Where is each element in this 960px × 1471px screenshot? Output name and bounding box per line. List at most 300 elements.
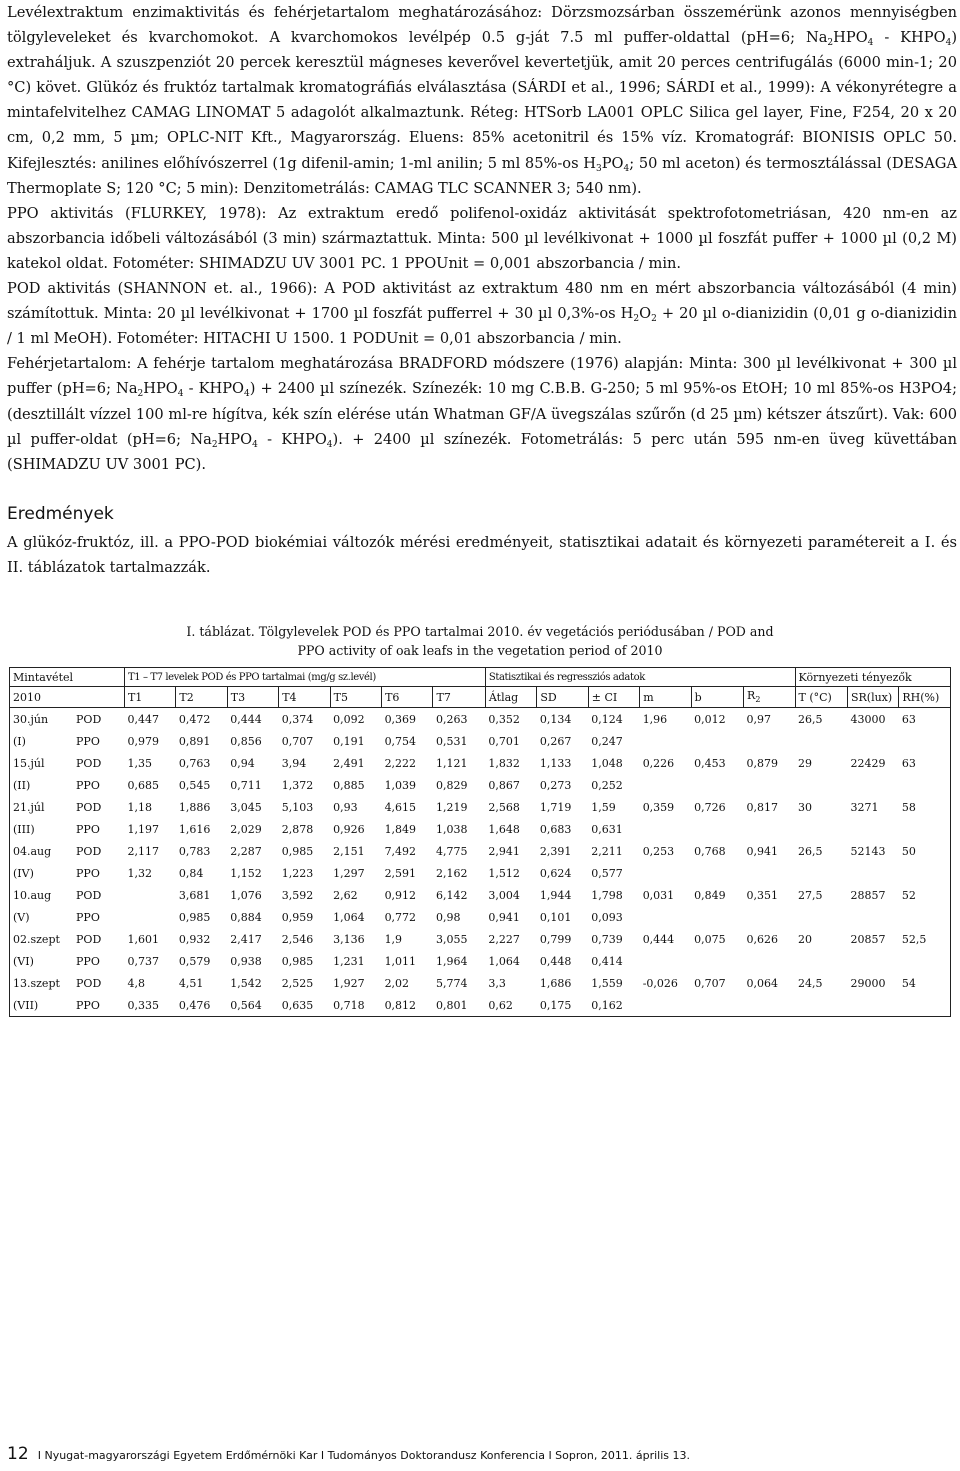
text-run: O (639, 305, 652, 323)
value-cell: 1,064 (488, 954, 520, 968)
value-cell: 2,222 (384, 756, 417, 770)
value-cell: 0,93 (333, 800, 358, 814)
value-cell (640, 994, 691, 1017)
table-row (10, 994, 951, 1017)
value-cell: 7,492 (384, 844, 417, 858)
value-cell: 1,719 (539, 800, 572, 814)
value-cell (744, 906, 795, 928)
value-cell: 2,941 (488, 844, 520, 858)
value-cell: 0,985 (178, 910, 211, 924)
subscript: 4 (326, 439, 333, 450)
value-cell: 2,029 (230, 822, 262, 836)
subscript: 2 (137, 389, 144, 400)
table-group-header-row (10, 668, 951, 687)
sample-date-cell: (III) (10, 818, 74, 840)
value-cell: 4,775 (435, 844, 468, 858)
value-cell: 0,812 (382, 994, 433, 1017)
value-cell: 1,152 (230, 866, 262, 880)
value-cell (899, 862, 951, 884)
value-cell: 1,686 (539, 976, 572, 990)
value-cell: 1,064 (333, 910, 365, 924)
value-cell: 1,35 (127, 756, 152, 770)
caption-line: PPO activity of oak leafs in the vegetation period of 2010 (297, 643, 663, 658)
value-cell (744, 994, 795, 1017)
results-paragraph: A glükóz-fruktóz, ill. a PPO-POD biokémiai változók mérési eredményeit, statisztikai adatait és környezeti paramétereit a I. és II. táblázatok tartalmazzák. (7, 534, 957, 576)
value-cell: 0,62 (485, 994, 536, 1017)
value-cell: 26,5 (795, 708, 847, 731)
value-cell: 0,335 (124, 994, 175, 1017)
value-cell: 0,476 (176, 994, 227, 1017)
value-cell: 0,926 (333, 822, 365, 836)
value-cell: 0,685 (127, 778, 159, 792)
value-cell: 1,038 (435, 822, 468, 836)
methods-paragraph (7, 276, 957, 351)
sample-date-cell: (II) (10, 774, 74, 796)
value-cell: 0,579 (178, 954, 211, 968)
value-cell: 1,601 (127, 932, 159, 946)
value-cell: 0,879 (746, 756, 779, 770)
value-cell: 0,959 (281, 910, 314, 924)
value-cell: 0,444 (227, 708, 278, 731)
value-cell: 1,964 (435, 954, 468, 968)
value-cell: 43000 (847, 708, 898, 731)
value-cell: 1,039 (384, 778, 417, 792)
value-cell: 0,801 (433, 994, 485, 1017)
value-cell (847, 906, 898, 928)
value-cell: 0,253 (642, 844, 675, 858)
subscript: 4 (252, 439, 258, 450)
subscript: 4 (867, 38, 874, 49)
value-cell: 2,117 (127, 844, 159, 858)
page-footer (7, 1444, 690, 1464)
value-cell: 2,227 (488, 932, 520, 946)
value-cell (899, 818, 951, 840)
table-row (10, 950, 951, 972)
value-cell: 0,577 (591, 866, 623, 880)
text-run: - KHPO (257, 430, 327, 448)
value-cell (795, 906, 847, 928)
table-row (10, 818, 951, 840)
value-cell: 2,491 (333, 756, 365, 770)
value-cell: -0,026 (642, 976, 678, 990)
value-cell: 0,626 (746, 932, 779, 946)
value-cell: 3,055 (435, 932, 468, 946)
sample-date-cell: 21.júl (10, 796, 74, 818)
table-row (10, 730, 951, 752)
table-row (10, 774, 951, 796)
value-cell: 3,592 (281, 888, 314, 902)
value-cell: 1,648 (488, 822, 520, 836)
header-cell: RH(%) (899, 687, 951, 708)
sample-date-cell: (VII) (10, 994, 74, 1017)
value-cell (744, 774, 795, 796)
value-cell: 0,754 (384, 734, 417, 748)
header-cell: T4 (279, 687, 330, 708)
value-cell: 0,101 (539, 910, 572, 924)
value-cell: 0,093 (591, 910, 623, 924)
row-label-cell: PPO (76, 822, 100, 836)
value-cell (124, 884, 175, 906)
value-cell: 1,96 (640, 708, 691, 731)
text-run: PPO aktivitás (FLURKEY, 1978): Az extraktum eredő polifenol-oxidáz aktivitását spektrofotometriásan, 420 nm-en az abszorbancia időbeli változásából (3 min) származtattuk. Minta: 500 µl levélkivonat + 1000 µl foszfát puffer + 1000 µl (0,2 M) katekol oldat. Fotométer: SHIMADZU UV 3001 PC. 1 PPOUnit = 0,001 abszorbancia / min. (7, 204, 957, 272)
row-label-cell: POD (76, 844, 102, 858)
value-cell: 2,417 (230, 932, 262, 946)
value-cell: 3,681 (178, 888, 211, 902)
value-cell: 0,031 (642, 888, 675, 902)
value-cell: 4,8 (127, 976, 145, 990)
value-cell: 0,263 (433, 708, 485, 731)
value-cell: 1,886 (178, 800, 211, 814)
value-cell: 0,075 (694, 932, 726, 946)
header-cell: SD (537, 687, 588, 708)
value-cell: 0,891 (178, 734, 211, 748)
value-cell: 28857 (850, 888, 886, 902)
value-cell: 1,559 (591, 976, 623, 990)
header-cell: ± CI (588, 687, 639, 708)
value-cell (640, 774, 691, 796)
value-cell (744, 862, 795, 884)
value-cell: 2,162 (435, 866, 468, 880)
value-cell (795, 818, 847, 840)
value-cell: 0,849 (694, 888, 726, 902)
text-run: ) + 2400 µl színezék. Színezék: 10 mg C.B.B. G-250; 5 ml 95%-os EtOH; 10 ml 85%-os H3PO4; (desztillált vízzel 100 ml-re hígítva, kék szín elérése után Whatman GF/A üvegszálas szűrőn (d 25 µm) kétszer átszűrt). Vak: 600 µl puffer-oldat (pH=6; Na (7, 380, 957, 448)
text-run: HPO (217, 430, 253, 448)
value-cell: 1,944 (539, 888, 572, 902)
value-cell (691, 818, 743, 840)
value-cell: 0,134 (537, 708, 588, 731)
subscript: 4 (244, 389, 250, 400)
value-cell: 0,941 (488, 910, 520, 924)
row-label-cell: PPO (76, 734, 100, 748)
value-cell: 2,546 (281, 932, 314, 946)
value-cell: 0,884 (230, 910, 262, 924)
value-cell: 2,287 (230, 844, 262, 858)
value-cell: 1,297 (333, 866, 365, 880)
value-cell: 0,252 (591, 778, 623, 792)
value-cell: 3271 (850, 800, 879, 814)
value-cell (640, 730, 691, 752)
value-cell: 1,32 (127, 866, 152, 880)
value-cell: 0,191 (333, 734, 365, 748)
value-cell (744, 818, 795, 840)
table-row (10, 862, 951, 884)
value-cell: 5,774 (435, 976, 468, 990)
value-cell: 0,718 (330, 994, 381, 1017)
pod-ppo-table (9, 667, 951, 1017)
value-cell: 0,97 (744, 708, 795, 731)
value-cell: 0,635 (279, 994, 330, 1017)
text-run: ; 50 ml aceton) és termosztálással (DESAGA Thermoplate S; 120 °C; 5 min): Denzitometrálás: CAMAG TLC SCANNER 3; 540 nm). (7, 154, 957, 197)
value-cell: 1,9 (384, 932, 403, 946)
value-cell: 1,59 (591, 800, 616, 814)
value-cell: 0,064 (746, 976, 779, 990)
row-label-cell: PPO (76, 778, 100, 792)
sample-date-cell: 10.aug (10, 884, 74, 906)
value-cell: 0,783 (178, 844, 211, 858)
value-cell: 29000 (850, 976, 886, 990)
subscript: 2 (633, 314, 640, 325)
value-cell: 0,012 (691, 708, 743, 731)
value-cell: 0,772 (384, 910, 417, 924)
table-row (10, 840, 951, 862)
value-cell: 0,829 (435, 778, 468, 792)
value-cell (691, 906, 743, 928)
sample-date-cell: 15.júl (10, 752, 74, 774)
table-row (10, 884, 951, 906)
value-cell: 0,352 (485, 708, 536, 731)
value-cell (795, 774, 847, 796)
methods-paragraph (7, 201, 957, 276)
value-cell: 22429 (850, 756, 886, 770)
value-cell (744, 730, 795, 752)
value-cell: 0,985 (281, 954, 314, 968)
value-cell: 1,927 (333, 976, 365, 990)
value-cell: 1,849 (384, 822, 417, 836)
value-cell: 0,707 (281, 734, 314, 748)
text-run: Levélextraktum enzimaktivitás és fehérjetartalom meghatározásához: Dörzsmozsárban összemérünk azonos mennyiségben tölgyleveleket és kvarchomokot. A kvarchomokos levélpép 0.5 g-ját 7.5 ml puffer-oldattal (pH=6; Na (7, 4, 957, 47)
value-cell (847, 730, 898, 752)
value-cell: 0,941 (746, 844, 779, 858)
value-cell: 0,564 (227, 994, 278, 1017)
text-run: - KHPO (873, 29, 946, 47)
value-cell: 3,3 (488, 976, 506, 990)
value-cell: 20857 (850, 932, 886, 946)
text-run: - KHPO (183, 380, 245, 398)
subscript: 2 (827, 38, 834, 49)
value-cell: 0,624 (539, 866, 572, 880)
value-cell: 4,615 (384, 800, 417, 814)
sample-date-cell: 04.aug (10, 840, 74, 862)
header-cell: T3 (227, 687, 278, 708)
value-cell: 3,94 (281, 756, 307, 770)
header-cell: m (640, 687, 691, 708)
value-cell: 52,5 (899, 928, 951, 950)
value-cell: 0,359 (642, 800, 675, 814)
methods-paragraph (7, 351, 957, 476)
value-cell: 0,979 (127, 734, 159, 748)
text-run: PO (601, 154, 624, 172)
value-cell: 0,707 (694, 976, 726, 990)
value-cell: 0,985 (281, 844, 314, 858)
value-cell: 54 (899, 972, 951, 994)
value-cell: 1,219 (435, 800, 468, 814)
row-label-cell: POD (76, 756, 102, 770)
value-cell: 2,211 (591, 844, 623, 858)
value-cell: 0,768 (694, 844, 726, 858)
value-cell: 0,351 (746, 888, 779, 902)
header-cell: T5 (330, 687, 381, 708)
value-cell: 4,51 (178, 976, 204, 990)
header-cell: Környezeti tényezők (795, 668, 950, 687)
value-cell: 0,763 (178, 756, 211, 770)
methods-paragraph (7, 0, 957, 201)
value-cell (847, 950, 898, 972)
value-cell (691, 730, 743, 752)
value-cell: 1,197 (127, 822, 159, 836)
value-cell (795, 862, 847, 884)
value-cell (795, 994, 847, 1017)
header-cell: Mintavétel (10, 668, 125, 687)
value-cell (691, 950, 743, 972)
row-label-cell: PPO (76, 954, 100, 968)
value-cell (795, 950, 847, 972)
value-cell (691, 994, 743, 1017)
value-cell: 1,542 (230, 976, 262, 990)
value-cell: 2,568 (488, 800, 520, 814)
value-cell: 0,94 (230, 756, 255, 770)
row-label-cell: PPO (76, 910, 100, 924)
value-cell: 0,124 (588, 708, 639, 731)
subscript: 2 (651, 314, 657, 325)
value-cell (899, 994, 951, 1017)
value-cell (899, 730, 951, 752)
value-cell: 63 (899, 708, 951, 731)
table-row (10, 928, 951, 950)
value-cell: 0,84 (178, 866, 204, 880)
header-cell: T7 (433, 687, 485, 708)
value-cell: 2,525 (281, 976, 314, 990)
value-cell: 2,151 (333, 844, 365, 858)
value-cell: 0,267 (539, 734, 572, 748)
value-cell: 20 (798, 932, 813, 946)
value-cell (847, 994, 898, 1017)
value-cell: 1,18 (127, 800, 152, 814)
value-cell: 0,631 (591, 822, 623, 836)
value-cell: 58 (899, 796, 951, 818)
subscript: 4 (177, 389, 184, 400)
header-cell: 2010 (10, 687, 125, 708)
row-label-cell: POD (76, 976, 102, 990)
value-cell: 1,076 (230, 888, 262, 902)
header-cell (744, 687, 795, 708)
sample-date-cell: (V) (10, 906, 74, 928)
sample-date-cell: 30.jún (10, 708, 74, 731)
sample-date-cell: (I) (10, 730, 74, 752)
value-cell (124, 906, 175, 928)
r-label: R (747, 689, 756, 703)
value-cell (691, 862, 743, 884)
value-cell: 0,885 (333, 778, 365, 792)
sample-date-cell: (IV) (10, 862, 74, 884)
table-column-header-row (10, 687, 951, 708)
r-subscript: 2 (755, 695, 761, 705)
value-cell: 1,616 (178, 822, 211, 836)
text-run: ) extraháljuk. A szuszpenziót 20 percek keresztül mágneses keverővel kevertetjük, amit 20 perces centrifugálás (6000 min-1; 20 °C) követ. Glükóz és fruktóz tartalmak kromatográfiás elválasztása (SÁRDI et al., 1996; SÁRDI et al., 1999): A vékonyrétegre a mintafelvitelhez CAMAG LINOMAT 5 adagolót alkalmaztunk. Réteg: HTSorb LA001 OPLC Silica gel layer, Fine, F254, 20 x 20 cm, 0,2 mm, 5 µm; OPLC-NIT Kft., Magyarország. Eluens: 85% acetonitril és 15% víz. Kromatográf: BIONISIS OPLC 50. Kifejlesztés: anilines előhívószerrel (1g difenil-amin; 1-ml anilin; 5 ml 85%-os H (7, 29, 958, 172)
sample-date-cell: (VI) (10, 950, 74, 972)
value-cell: 27,5 (798, 888, 823, 902)
value-cell: 0,726 (694, 800, 726, 814)
value-cell: 1,121 (435, 756, 468, 770)
value-cell: 0,799 (539, 932, 572, 946)
value-cell (744, 950, 795, 972)
sample-date-cell: 02.szept (10, 928, 74, 950)
value-cell: 0,444 (642, 932, 675, 946)
value-cell: 3,004 (488, 888, 520, 902)
value-cell: 30 (798, 800, 813, 814)
value-cell: 0,701 (488, 734, 520, 748)
subscript: 4 (945, 38, 952, 49)
value-cell: 0,531 (435, 734, 468, 748)
table-row (10, 708, 951, 731)
row-label-cell: POD (76, 932, 102, 946)
methods-text (7, 0, 957, 477)
text-run: HPO (833, 29, 868, 47)
value-cell: 50 (899, 840, 951, 862)
value-cell: 0,711 (230, 778, 262, 792)
value-cell (899, 950, 951, 972)
value-cell: 1,798 (591, 888, 623, 902)
value-cell (899, 906, 951, 928)
value-cell: 2,62 (333, 888, 358, 902)
value-cell: 2,878 (281, 822, 314, 836)
header-cell: Átlag (485, 687, 536, 708)
table-row (10, 906, 951, 928)
value-cell: 0,448 (539, 954, 572, 968)
value-cell (847, 774, 898, 796)
value-cell: 2,591 (384, 866, 417, 880)
subscript: 2 (211, 439, 218, 450)
text-run: HPO (143, 380, 178, 398)
value-cell: 63 (899, 752, 951, 774)
text-run: ). + 2400 µl színezék. Fotometrálás: 5 perc után 595 nm-en üveg küvettában (SHIMADZU UV 3001 PC). (7, 430, 957, 473)
value-cell (640, 906, 691, 928)
value-cell: 1,048 (591, 756, 623, 770)
header-cell: T1 – T7 levelek POD és PPO tartalmai (mg/g sz.levél) (124, 668, 485, 687)
value-cell: 0,912 (384, 888, 417, 902)
text-run: Fehérjetartalom: A fehérje tartalom meghatározása BRADFORD módszere (1976) alapján: Minta: 300 µl levélkivonat + 300 µl puffer (pH=6; Na (7, 355, 957, 398)
value-cell (640, 862, 691, 884)
value-cell: 6,142 (435, 888, 468, 902)
value-cell: 0,092 (330, 708, 381, 731)
value-cell: 24,5 (798, 976, 823, 990)
value-cell: 1,011 (384, 954, 417, 968)
header-cell: T1 (124, 687, 175, 708)
value-cell: 0,162 (588, 994, 639, 1017)
row-label-cell: POD (76, 800, 102, 814)
value-cell: 0,247 (591, 734, 623, 748)
table-row (10, 972, 951, 994)
value-cell: 1,832 (488, 756, 520, 770)
value-cell: 0,867 (488, 778, 520, 792)
value-cell: 1,231 (333, 954, 365, 968)
value-cell: 0,369 (382, 708, 433, 731)
value-cell: 0,175 (537, 994, 588, 1017)
value-cell: 0,273 (539, 778, 572, 792)
value-cell: 0,472 (176, 708, 227, 731)
value-cell: 1,372 (281, 778, 314, 792)
value-cell: 2,02 (384, 976, 410, 990)
value-cell: 0,683 (539, 822, 572, 836)
value-cell: 0,739 (591, 932, 623, 946)
value-cell: 0,414 (591, 954, 623, 968)
value-cell: 0,932 (178, 932, 211, 946)
value-cell: 1,512 (488, 866, 520, 880)
value-cell: 0,938 (230, 954, 262, 968)
header-cell: Statisztikai és regressziós adatok (485, 668, 795, 687)
value-cell (847, 818, 898, 840)
table-row (10, 796, 951, 818)
value-cell: 29 (798, 756, 813, 770)
text-run: POD aktivitás (SHANNON et. al., 1966): A POD aktivitást az extraktum 480 nm en mért abszorbancia változásából (4 min) számítottuk. Minta: 20 µl levélkivonat + 1700 µl foszfát pufferrel + 30 µl 0,3%-os H (7, 280, 957, 323)
value-cell: 0,817 (746, 800, 779, 814)
value-cell (847, 862, 898, 884)
section-heading: Eredmények (7, 504, 114, 524)
sample-date-cell: 13.szept (10, 972, 74, 994)
value-cell: 5,103 (281, 800, 314, 814)
value-cell: 1,223 (281, 866, 314, 880)
value-cell (691, 774, 743, 796)
value-cell: 52 (899, 884, 951, 906)
